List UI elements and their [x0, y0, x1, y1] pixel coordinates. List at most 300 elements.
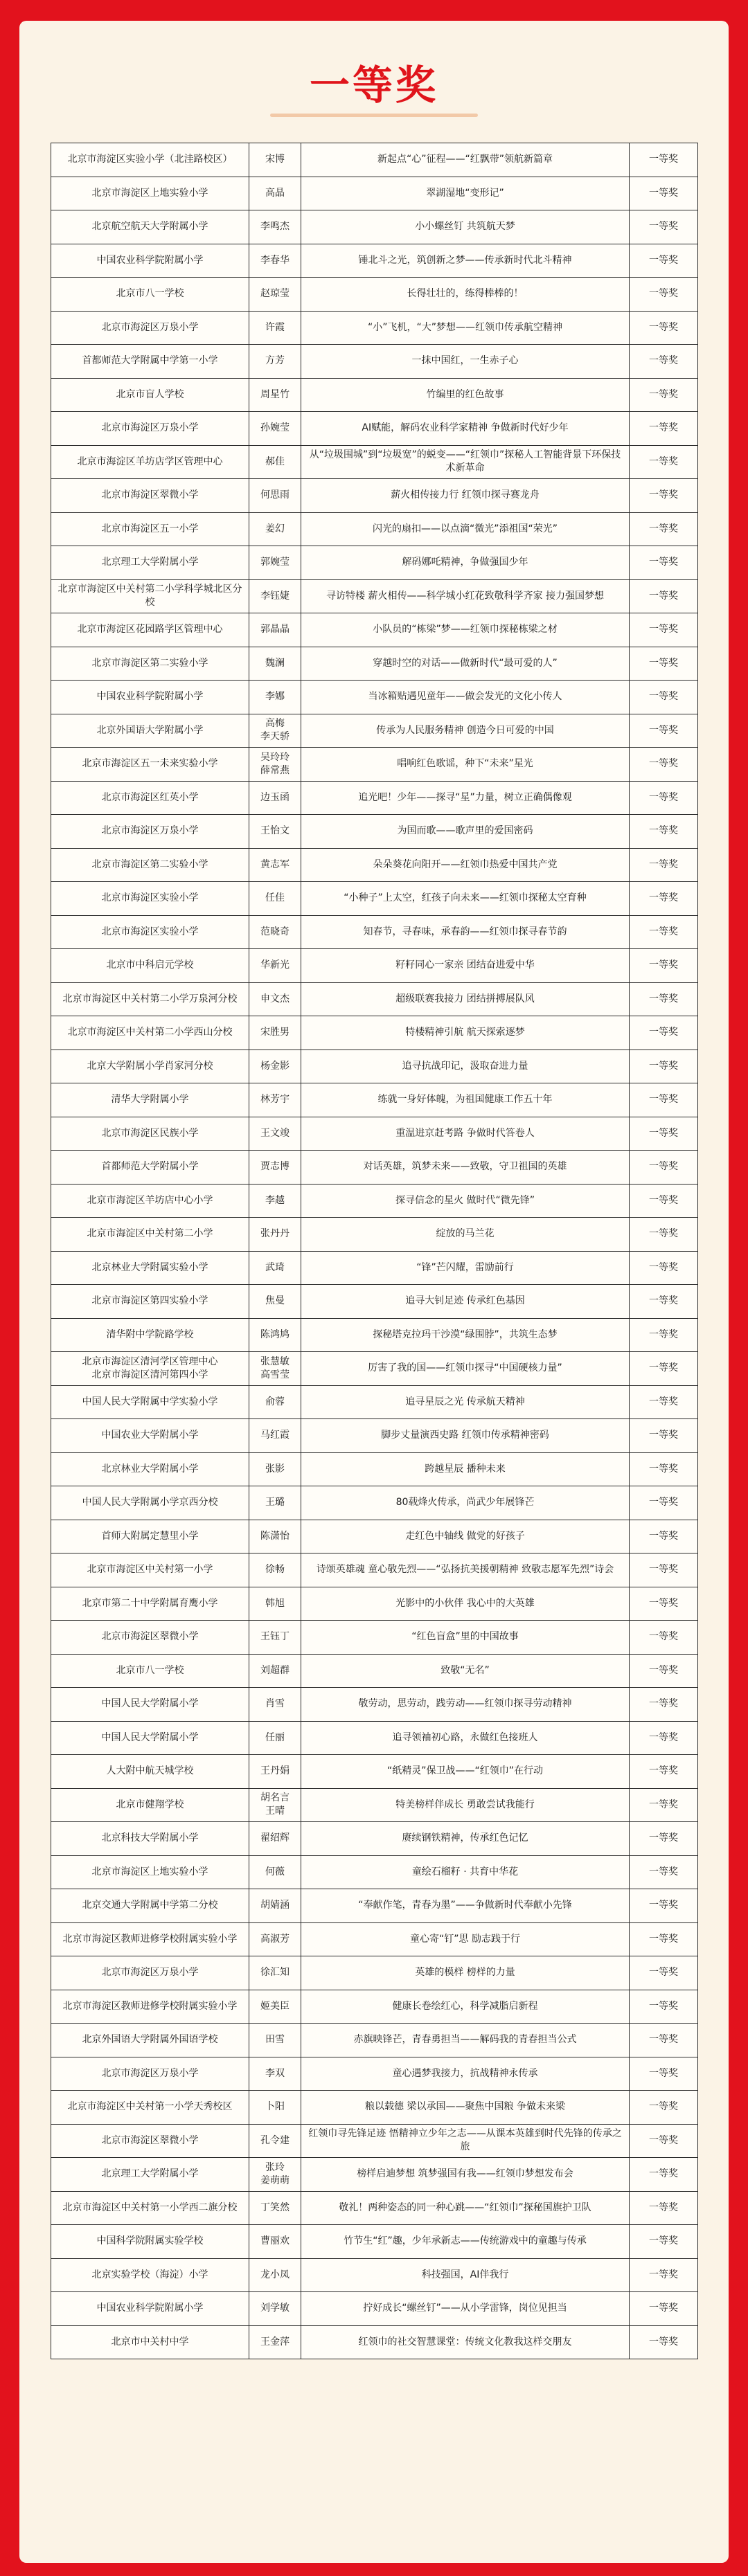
table-row [51, 2057, 698, 2091]
table-row [51, 2325, 698, 2359]
teacher-cell: 申文杰 [249, 982, 301, 1016]
award-cell: 一等奖 [630, 1922, 698, 1956]
award-cell: 一等奖 [630, 1218, 698, 1252]
award-cell: 一等奖 [630, 2258, 698, 2292]
teacher-cell: 徐畅 [249, 1553, 301, 1587]
teacher-cell: 何薇 [249, 1855, 301, 1889]
table-row [51, 1452, 698, 1486]
award-cell: 一等奖 [630, 1822, 698, 1856]
teacher-cell: 吴玲玲 薛常燕 [249, 748, 301, 782]
school-cell: 清华附中学院路学校 [51, 1318, 249, 1352]
work-title-cell: 追寻领袖初心路，永做红色接班人 [301, 1721, 630, 1755]
teacher-cell: 林芳宇 [249, 1083, 301, 1117]
table-row [51, 681, 698, 714]
table-row [51, 748, 698, 782]
teacher-cell: 马红霞 [249, 1419, 301, 1453]
work-title-cell: 英雄的模样 榜样的力量 [301, 1956, 630, 1990]
school-cell: 北京市健翔学校 [51, 1788, 249, 1822]
work-title-cell: 80载烽火传承，尚武少年展锋芒 [301, 1486, 630, 1520]
table-row [51, 1151, 698, 1185]
teacher-cell: 陈潇怡 [249, 1520, 301, 1553]
school-cell: 首都师范大学附属小学 [51, 1151, 249, 1185]
table-row [51, 1889, 698, 1923]
teacher-cell: 龙小凤 [249, 2258, 301, 2292]
award-cell: 一等奖 [630, 882, 698, 916]
award-cell: 一等奖 [630, 2091, 698, 2125]
table-row [51, 1688, 698, 1722]
school-cell: 中国人民大学附属小学 [51, 1721, 249, 1755]
school-cell: 北京市海淀区中关村第二小学万泉河分校 [51, 982, 249, 1016]
table-row [51, 1419, 698, 1453]
teacher-cell: 李鸣杰 [249, 210, 301, 244]
award-cell: 一等奖 [630, 1352, 698, 1386]
table-row [51, 1990, 698, 2024]
table-row [51, 714, 698, 748]
table-row [51, 512, 698, 546]
award-cell: 一等奖 [630, 1151, 698, 1185]
school-cell: 北京市海淀区万泉小学 [51, 311, 249, 345]
award-cell: 一等奖 [630, 143, 698, 177]
work-title-cell: 寻访特楼 薪火相传——科学城小红花致敬科学齐家 接力强国梦想 [301, 579, 630, 613]
school-cell: 北京市海淀区实验小学（北洼路校区） [51, 143, 249, 177]
award-cell: 一等奖 [630, 1621, 698, 1655]
work-title-cell: “纸精灵”保卫战——“红领巾”在行动 [301, 1755, 630, 1789]
school-cell: 北京理工大学附属小学 [51, 2158, 249, 2192]
school-cell: 北京市中关村中学 [51, 2325, 249, 2359]
teacher-cell: 田雪 [249, 2024, 301, 2057]
work-title-cell: 小队员的“栋梁”梦——红领巾探秘栋梁之材 [301, 613, 630, 647]
table-row [51, 546, 698, 580]
award-cell: 一等奖 [630, 949, 698, 983]
school-cell: 北京市海淀区五一未来实验小学 [51, 748, 249, 782]
table-row [51, 613, 698, 647]
award-cell: 一等奖 [630, 1520, 698, 1553]
work-title-cell: 唱响红色歌谣，种下“未来”星光 [301, 748, 630, 782]
table-row [51, 1621, 698, 1655]
work-title-cell: 追寻大钊足迹 传承红色基因 [301, 1285, 630, 1319]
table-row [51, 781, 698, 815]
work-title-cell: 敬劳动，思劳动，践劳动——红领巾探寻劳动精神 [301, 1688, 630, 1722]
school-cell: 北京市海淀区第四实验小学 [51, 1285, 249, 1319]
teacher-cell: 孔令建 [249, 2124, 301, 2158]
award-cell: 一等奖 [630, 1050, 698, 1083]
table-row [51, 1654, 698, 1688]
work-title-cell: 新起点“心”征程——“红飘带”领航新篇章 [301, 143, 630, 177]
award-cell: 一等奖 [630, 1419, 698, 1453]
school-cell: 中国人民大学附属中学实验小学 [51, 1385, 249, 1419]
school-cell: 北京市海淀区中关村第二小学西山分校 [51, 1016, 249, 1050]
teacher-cell: 魏澜 [249, 647, 301, 681]
teacher-cell: 刘超群 [249, 1654, 301, 1688]
teacher-cell: 周星竹 [249, 378, 301, 412]
school-cell: 北京市海淀区中关村第一小学 [51, 1553, 249, 1587]
award-cell: 一等奖 [630, 781, 698, 815]
work-title-cell: 探寻信念的星火 做时代“微先锋” [301, 1184, 630, 1218]
teacher-cell: 王金萍 [249, 2325, 301, 2359]
work-title-cell: 朵朵葵花向阳开——红领巾热爱中国共产党 [301, 848, 630, 882]
teacher-cell: 方芳 [249, 345, 301, 379]
award-cell: 一等奖 [630, 1184, 698, 1218]
teacher-cell: 李春华 [249, 244, 301, 278]
work-title-cell: 竹节生“红”趣，少年承新志——传统游戏中的童趣与传承 [301, 2225, 630, 2259]
award-cell: 一等奖 [630, 613, 698, 647]
school-cell: 北京市海淀区中关村第一小学天秀校区 [51, 2091, 249, 2125]
table-row [51, 2292, 698, 2326]
school-cell: 北京市海淀区民族小学 [51, 1117, 249, 1151]
table-row [51, 479, 698, 513]
teacher-cell: 郭婉莹 [249, 546, 301, 580]
work-title-cell: 绽放的马兰花 [301, 1218, 630, 1252]
school-cell: 首都师范大学附属中学第一小学 [51, 345, 249, 379]
award-cell: 一等奖 [630, 1587, 698, 1621]
teacher-cell: 李越 [249, 1184, 301, 1218]
teacher-cell: 任丽 [249, 1721, 301, 1755]
school-cell: 中国农业科学院附属小学 [51, 681, 249, 714]
teacher-cell: 李双 [249, 2057, 301, 2091]
table-row [51, 1755, 698, 1789]
table-row [51, 177, 698, 210]
teacher-cell: 孙婉莹 [249, 412, 301, 446]
school-cell: 北京林业大学附属小学 [51, 1452, 249, 1486]
school-cell: 首师大附属定慧里小学 [51, 1520, 249, 1553]
table-row [51, 210, 698, 244]
work-title-cell: 当冰箱贴遇见童年——做会发光的文化小传人 [301, 681, 630, 714]
table-row [51, 412, 698, 446]
school-cell: 北京市盲人学校 [51, 378, 249, 412]
work-title-cell: 特美榜样伴成长 勇敢尝试我能行 [301, 1788, 630, 1822]
school-cell: 北京市海淀区万泉小学 [51, 1956, 249, 1990]
table-row [51, 882, 698, 916]
teacher-cell: 焦曼 [249, 1285, 301, 1319]
school-cell: 北京外国语大学附属小学 [51, 714, 249, 748]
school-cell: 北京市海淀区中关村第二小学 [51, 1218, 249, 1252]
table-row [51, 1956, 698, 1990]
table-row [51, 1587, 698, 1621]
teacher-cell: 卜阳 [249, 2091, 301, 2125]
work-title-cell: 薪火相传接力行 红领巾探寻赛龙舟 [301, 479, 630, 513]
school-cell: 北京市海淀区万泉小学 [51, 815, 249, 849]
work-title-cell: 红领巾的社交智慧课堂：传统文化教我这样交朋友 [301, 2325, 630, 2359]
school-cell: 中国农业科学院附属小学 [51, 2292, 249, 2326]
work-title-cell: 锤北斗之光，筑创新之梦——传承新时代北斗精神 [301, 244, 630, 278]
teacher-cell: 韩旭 [249, 1587, 301, 1621]
work-title-cell: 追寻抗战印记，汲取奋进力量 [301, 1050, 630, 1083]
work-title-cell: “锋”芒闪耀，雷励前行 [301, 1251, 630, 1285]
work-title-cell: 超级联赛我接力 团结拼搏展队风 [301, 982, 630, 1016]
school-cell: 北京市海淀区教师进修学校附属实验小学 [51, 1990, 249, 2024]
table-row [51, 1083, 698, 1117]
table-row [51, 647, 698, 681]
teacher-cell: 丁笑然 [249, 2191, 301, 2225]
award-cell: 一等奖 [630, 546, 698, 580]
work-title-cell: 从“垃圾围城”到“垃圾宽”的蜕变——“红领巾”探秘人工智能背景下环保技术新革命 [301, 445, 630, 479]
teacher-cell: 宋胜男 [249, 1016, 301, 1050]
award-cell: 一等奖 [630, 2292, 698, 2326]
table-row [51, 378, 698, 412]
award-cell: 一等奖 [630, 2158, 698, 2192]
table-row [51, 579, 698, 613]
table-row [51, 2191, 698, 2225]
work-title-cell: 追寻星辰之光 传承航天精神 [301, 1385, 630, 1419]
table-row [51, 1553, 698, 1587]
school-cell: 北京市海淀区第二实验小学 [51, 848, 249, 882]
teacher-cell: 郝佳 [249, 445, 301, 479]
work-title-cell: 走红色中轴线 做党的好孩子 [301, 1520, 630, 1553]
teacher-cell: 张丹丹 [249, 1218, 301, 1252]
table-row [51, 915, 698, 949]
work-title-cell: 练就一身好体魄，为祖国健康工作五十年 [301, 1083, 630, 1117]
work-title-cell: 一抹中国红，一生赤子心 [301, 345, 630, 379]
teacher-cell: 贾志博 [249, 1151, 301, 1185]
award-cell: 一等奖 [630, 479, 698, 513]
work-title-cell: 拧好成长“螺丝钉”——从小学雷锋，岗位见担当 [301, 2292, 630, 2326]
table-row [51, 1218, 698, 1252]
work-title-cell: 籽籽同心一家亲 团结奋进爱中华 [301, 949, 630, 983]
teacher-cell: 华新光 [249, 949, 301, 983]
table-row [51, 815, 698, 849]
work-title-cell: 科技强国，AI伴我行 [301, 2258, 630, 2292]
school-cell: 北京市海淀区教师进修学校附属实验小学 [51, 1922, 249, 1956]
school-cell: 北京市海淀区实验小学 [51, 915, 249, 949]
teacher-cell: 宋博 [249, 143, 301, 177]
school-cell: 北京市海淀区实验小学 [51, 882, 249, 916]
work-title-cell: 赓续钢铁精神，传承红色记忆 [301, 1822, 630, 1856]
table-row [51, 949, 698, 983]
work-title-cell: 闪光的扇扣——以点滴“微光”添祖国“荣光” [301, 512, 630, 546]
work-title-cell: “红色盲盒”里的中国故事 [301, 1621, 630, 1655]
work-title-cell: “小种子”上太空，红孩子向未来——红领巾探秘太空育种 [301, 882, 630, 916]
award-cell: 一等奖 [630, 815, 698, 849]
work-title-cell: 小小螺丝钉 共筑航天梦 [301, 210, 630, 244]
teacher-cell: 王丹娟 [249, 1755, 301, 1789]
school-cell: 北京市海淀区中关村第二小学科学城北区分校 [51, 579, 249, 613]
table-row [51, 2225, 698, 2259]
work-title-cell: 童绘石榴籽 · 共育中华花 [301, 1855, 630, 1889]
teacher-cell: 边玉函 [249, 781, 301, 815]
school-cell: 中国科学院附属实验学校 [51, 2225, 249, 2259]
teacher-cell: 武琦 [249, 1251, 301, 1285]
school-cell: 中国人民大学附属小学京西分校 [51, 1486, 249, 1520]
award-cell: 一等奖 [630, 714, 698, 748]
school-cell: 北京市中科启元学校 [51, 949, 249, 983]
work-title-cell: 光影中的小伙伴 我心中的大英雄 [301, 1587, 630, 1621]
page-title: 一等奖 [309, 62, 438, 109]
school-cell: 中国农业科学院附属小学 [51, 244, 249, 278]
school-cell: 北京市海淀区万泉小学 [51, 2057, 249, 2091]
teacher-cell: 高梅 李天骄 [249, 714, 301, 748]
teacher-cell: 高晶 [249, 177, 301, 210]
school-cell: 北京科技大学附属小学 [51, 1822, 249, 1856]
work-title-cell: 竹编里的红色故事 [301, 378, 630, 412]
work-title-cell: AI赋能，解码农业科学家精神 争做新时代好少年 [301, 412, 630, 446]
award-cell: 一等奖 [630, 2024, 698, 2057]
table-row [51, 2091, 698, 2125]
work-title-cell: 粮以载德 梁以承国——聚焦中国粮 争做未来梁 [301, 2091, 630, 2125]
work-title-cell: 重温进京赶考路 争做时代答卷人 [301, 1117, 630, 1151]
work-title-cell: 敬礼！两种姿态的同一种心跳——“红领巾”探秘国旗护卫队 [301, 2191, 630, 2225]
table-row [51, 1318, 698, 1352]
teacher-cell: 王怡文 [249, 815, 301, 849]
work-title-cell: 跨越星辰 播种未来 [301, 1452, 630, 1486]
work-title-cell: 追光吧！少年——探寻“星”力量，树立正确偶像观 [301, 781, 630, 815]
teacher-cell: 范晓奇 [249, 915, 301, 949]
school-cell: 北京林业大学附属实验小学 [51, 1251, 249, 1285]
teacher-cell: 刘学敏 [249, 2292, 301, 2326]
work-title-cell: 榜样启迪梦想 筑梦强国有我——红领巾梦想发布会 [301, 2158, 630, 2192]
teacher-cell: 胡婧涵 [249, 1889, 301, 1923]
teacher-cell: 许霞 [249, 311, 301, 345]
teacher-cell: 张影 [249, 1452, 301, 1486]
table-row [51, 1385, 698, 1419]
award-cell: 一等奖 [630, 1318, 698, 1352]
table-row [51, 1822, 698, 1856]
teacher-cell: 王璐 [249, 1486, 301, 1520]
title-underline [270, 114, 478, 117]
school-cell: 北京航空航天大学附属小学 [51, 210, 249, 244]
award-cell: 一等奖 [630, 244, 698, 278]
award-cell: 一等奖 [630, 1553, 698, 1587]
work-title-cell: 脚步丈量演西史路 红领巾传承精神密码 [301, 1419, 630, 1453]
work-title-cell: 翠湖湿地“变形记” [301, 177, 630, 210]
award-cell: 一等奖 [630, 177, 698, 210]
work-title-cell: 致敬“无名” [301, 1654, 630, 1688]
table-row [51, 1285, 698, 1319]
school-cell: 北京市海淀区羊坊店学区管理中心 [51, 445, 249, 479]
work-title-cell: 对话英雄，筑梦未来——致敬，守卫祖国的英雄 [301, 1151, 630, 1185]
table-row [51, 445, 698, 479]
award-cell: 一等奖 [630, 1251, 698, 1285]
award-cell: 一等奖 [630, 1889, 698, 1923]
table-row [51, 848, 698, 882]
work-title-cell: 探秘塔克拉玛干沙漠“绿围脖”，共筑生态梦 [301, 1318, 630, 1352]
teacher-cell: 曹丽欢 [249, 2225, 301, 2259]
work-title-cell: 童心寄“钉”思 励志践于行 [301, 1922, 630, 1956]
teacher-cell: 王钰丁 [249, 1621, 301, 1655]
teacher-cell: 徐汇知 [249, 1956, 301, 1990]
work-title-cell: 诗颂英雄魂 童心敬先烈——“弘扬抗美援朝精神 致敬志愿军先烈”诗会 [301, 1553, 630, 1587]
teacher-cell: 王文竣 [249, 1117, 301, 1151]
award-cell: 一等奖 [630, 1755, 698, 1789]
school-cell: 中国农业大学附属小学 [51, 1419, 249, 1453]
teacher-cell: 赵琼莹 [249, 278, 301, 312]
table-row [51, 1184, 698, 1218]
award-cell: 一等奖 [630, 982, 698, 1016]
work-title-cell: 穿越时空的对话——做新时代“最可爱的人” [301, 647, 630, 681]
award-cell: 一等奖 [630, 311, 698, 345]
school-cell: 北京市海淀区翠微小学 [51, 1621, 249, 1655]
teacher-cell: 任佳 [249, 882, 301, 916]
school-cell: 北京市海淀区翠微小学 [51, 479, 249, 513]
work-title-cell: 红领巾寻先锋足迹 悟精神立少年之志——从课本英雄到时代先锋的传承之旅 [301, 2124, 630, 2158]
table-row [51, 2024, 698, 2057]
award-cell: 一等奖 [630, 1654, 698, 1688]
table-row [51, 1721, 698, 1755]
award-cell: 一等奖 [630, 1688, 698, 1722]
teacher-cell: 李娜 [249, 681, 301, 714]
award-cell: 一等奖 [630, 345, 698, 379]
school-cell: 北京交通大学附属中学第二分校 [51, 1889, 249, 1923]
table-row [51, 1520, 698, 1553]
award-cell: 一等奖 [630, 1855, 698, 1889]
award-cell: 一等奖 [630, 412, 698, 446]
award-cell: 一等奖 [630, 915, 698, 949]
award-cell: 一等奖 [630, 2124, 698, 2158]
award-cell: 一等奖 [630, 1788, 698, 1822]
school-cell: 北京市海淀区羊坊店中心小学 [51, 1184, 249, 1218]
award-cell: 一等奖 [630, 748, 698, 782]
teacher-cell: 黄志军 [249, 848, 301, 882]
teacher-cell: 翟绍辉 [249, 1822, 301, 1856]
award-cell: 一等奖 [630, 2225, 698, 2259]
school-cell: 清华大学附属小学 [51, 1083, 249, 1117]
table-row [51, 1922, 698, 1956]
award-cell: 一等奖 [630, 1452, 698, 1486]
school-cell: 北京市海淀区第二实验小学 [51, 647, 249, 681]
teacher-cell: 姬美臣 [249, 1990, 301, 2024]
teacher-cell: 陈鸿鸠 [249, 1318, 301, 1352]
awards-table [51, 143, 698, 2359]
table-row [51, 244, 698, 278]
award-cell: 一等奖 [630, 848, 698, 882]
table-row [51, 982, 698, 1016]
school-cell: 中国人民大学附属小学 [51, 1688, 249, 1722]
school-cell: 北京市海淀区上地实验小学 [51, 1855, 249, 1889]
work-title-cell: 健康长卷绘红心，科学减脂启新程 [301, 1990, 630, 2024]
award-cell: 一等奖 [630, 445, 698, 479]
school-cell: 人大附中航天城学校 [51, 1755, 249, 1789]
table-row [51, 1788, 698, 1822]
award-cell: 一等奖 [630, 2325, 698, 2359]
table-row [51, 1486, 698, 1520]
work-title-cell: 传承为人民服务精神 创造今日可爱的中国 [301, 714, 630, 748]
award-cell: 一等奖 [630, 278, 698, 312]
award-cell: 一等奖 [630, 1385, 698, 1419]
teacher-cell: 胡名言 王晴 [249, 1788, 301, 1822]
school-cell: 北京理工大学附属小学 [51, 546, 249, 580]
school-cell: 北京市第二十中学附属育鹰小学 [51, 1587, 249, 1621]
award-cell: 一等奖 [630, 647, 698, 681]
table-row [51, 1855, 698, 1889]
award-cell: 一等奖 [630, 1117, 698, 1151]
teacher-cell: 何思雨 [249, 479, 301, 513]
table-row [51, 278, 698, 312]
award-cell: 一等奖 [630, 2057, 698, 2091]
work-title-cell: “奉献作笔，青春为墨”——争做新时代奉献小先锋 [301, 1889, 630, 1923]
awards-table-body [51, 143, 698, 2359]
table-row [51, 143, 698, 177]
school-cell: 北京大学附属小学肖家河分校 [51, 1050, 249, 1083]
award-cell: 一等奖 [630, 1956, 698, 1990]
work-title-cell: 特楼精神引航 航天探索逐梦 [301, 1016, 630, 1050]
school-cell: 北京市海淀区清河学区管理中心 北京市海淀区清河第四小学 [51, 1352, 249, 1386]
school-cell: 北京市海淀区翠微小学 [51, 2124, 249, 2158]
teacher-cell: 肖雪 [249, 1688, 301, 1722]
award-cell: 一等奖 [630, 1083, 698, 1117]
school-cell: 北京市海淀区花园路学区管理中心 [51, 613, 249, 647]
work-title-cell: 长得壮壮的，练得棒棒的！ [301, 278, 630, 312]
school-cell: 北京外国语大学附属外国语学校 [51, 2024, 249, 2057]
award-cell: 一等奖 [630, 512, 698, 546]
table-row [51, 2258, 698, 2292]
work-title-cell: “小”飞机，“大”梦想——红领巾传承航空精神 [301, 311, 630, 345]
work-title-cell: 赤旗映锋芒，青春勇担当——解码我的青春担当公式 [301, 2024, 630, 2057]
award-cell: 一等奖 [630, 681, 698, 714]
teacher-cell: 俞蓉 [249, 1385, 301, 1419]
table-row [51, 1016, 698, 1050]
award-cell: 一等奖 [630, 378, 698, 412]
school-cell: 北京市八一学校 [51, 278, 249, 312]
award-cell: 一等奖 [630, 579, 698, 613]
